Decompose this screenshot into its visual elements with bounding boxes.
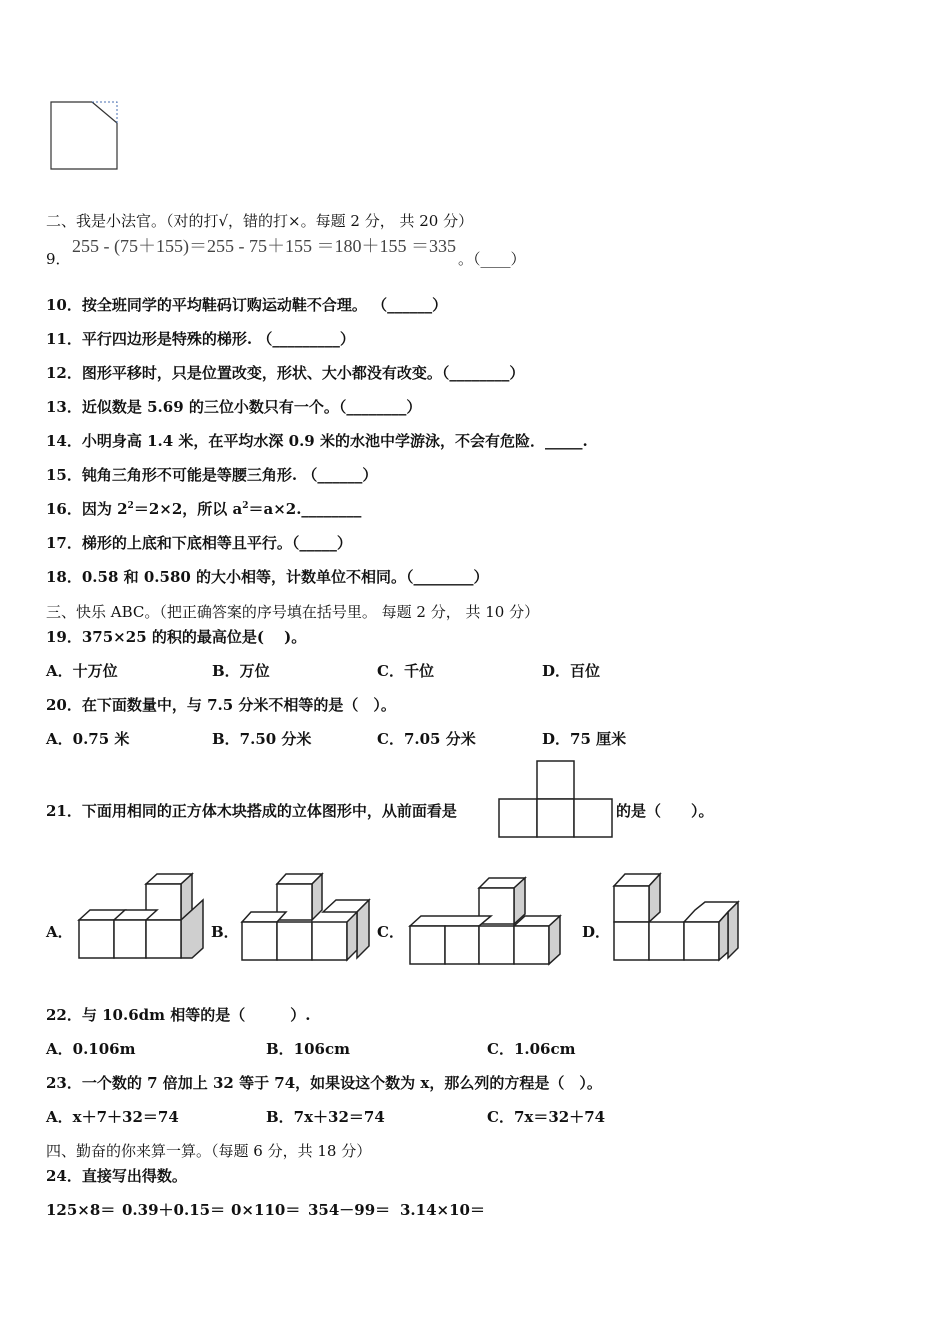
q23-option-c: C．7x＝32＋74 [487, 1108, 606, 1126]
q16-post: ＝a×2.________ [248, 500, 362, 518]
q16-pre: 16．因为 2 [46, 500, 128, 518]
q24-item-3: 0×110＝ [231, 1201, 301, 1219]
q21-label-b: B． [211, 923, 239, 941]
q9-number: 9． [46, 250, 71, 268]
section4-heading: 四、勤奋的你来算一算。（每题 6 分，共 18 分） [46, 1142, 372, 1160]
q9-answer-blank: 。（____） [458, 250, 526, 268]
q16-sup2: 2 [242, 501, 249, 511]
q21-front-view-figure [498, 760, 614, 840]
section2-heading: 二、我是小法官。（对的打√，错的打×。每题 2 分， 共 20 分） [46, 212, 474, 230]
q21-option-b-figure [241, 872, 371, 964]
q19-option-b: B．万位 [212, 662, 270, 680]
section3-heading: 三、快乐 ABC。（把正确答案的序号填在括号里。 每题 2 分， 共 10 分） [46, 603, 540, 621]
q22-option-a: A．0.106m [46, 1040, 136, 1058]
q24-stem: 24．直接写出得数。 [46, 1167, 187, 1185]
q20-option-b: B．7.50 分米 [212, 730, 312, 748]
q20-option-c: C．7.05 分米 [377, 730, 476, 748]
q21-stem: 21．下面用相同的正方体木块搭成的立体图形中，从前面看是 [46, 802, 457, 820]
q24-item-5: 3.14×10＝ [400, 1201, 485, 1219]
q17: 17．梯形的上底和下底相等且平行。（_____） [46, 534, 352, 552]
q21-option-a-figure [78, 870, 208, 962]
q18: 18．0.58 和 0.580 的大小相等，计数单位不相同。（________） [46, 568, 489, 586]
q23-option-b: B．7x＋32＝74 [266, 1108, 385, 1126]
q10: 10．按全班同学的平均鞋码订购运动鞋不合理。 （______） [46, 296, 448, 314]
q21-tail: 的是（ ）。 [616, 802, 714, 820]
q21-option-c-figure [409, 876, 564, 968]
q21-label-c: C． [377, 923, 404, 941]
q12: 12．图形平移时，只是位置改变，形状、大小都没有改变。（________） [46, 364, 525, 382]
q16 [46, 499, 361, 519]
q22-option-b: B．106cm [266, 1040, 350, 1058]
q21-label-d: D． [582, 923, 611, 941]
q9-expression: 255 - (75＋155)＝255 - 75＋155 ＝180＋155 ＝335 [72, 236, 456, 256]
q19-option-a: A．十万位 [46, 662, 118, 680]
q16-sup1: 2 [127, 501, 134, 511]
q11: 11．平行四边形是特殊的梯形. （_________） [46, 330, 355, 348]
q21-label-a: A． [46, 923, 73, 941]
q24-item-2: 0.39＋0.15＝ [122, 1201, 226, 1219]
q13: 13．近似数是 5.69 的三位小数只有一个。（________） [46, 398, 422, 416]
square-corner-figure [50, 101, 120, 171]
q16-mid: ＝2×2，所以 a [133, 500, 243, 518]
q23-option-a: A．x＋7＋32＝74 [46, 1108, 179, 1126]
q20-stem: 20．在下面数量中，与 7.5 分米不相等的是（ ）。 [46, 696, 396, 714]
q22-stem: 22．与 10.6dm 相等的是（ ）. [46, 1006, 311, 1024]
q19-stem: 19．375×25 的积的最高位是( )。 [46, 628, 307, 646]
q20-option-d: D．75 厘米 [542, 730, 627, 748]
q23-stem: 23．一个数的 7 倍加上 32 等于 74，如果设这个数为 x，那么列的方程是（ ）。 [46, 1074, 602, 1092]
q14: 14．小明身高 1.4 米，在平均水深 0.9 米的水池中学游泳，不会有危险．_____. [46, 432, 588, 450]
q19-option-c: C．千位 [377, 662, 434, 680]
q20-option-a: A．0.75 米 [46, 730, 130, 748]
q21-option-d-figure [613, 872, 743, 964]
q24-item-4: 354－99＝ [308, 1201, 391, 1219]
q22-option-c: C．1.06cm [487, 1040, 576, 1058]
q19-option-d: D．百位 [542, 662, 601, 680]
q24-item-1: 125×8＝ [46, 1201, 116, 1219]
q15: 15．钝角三角形不可能是等腰三角形. （______） [46, 466, 378, 484]
